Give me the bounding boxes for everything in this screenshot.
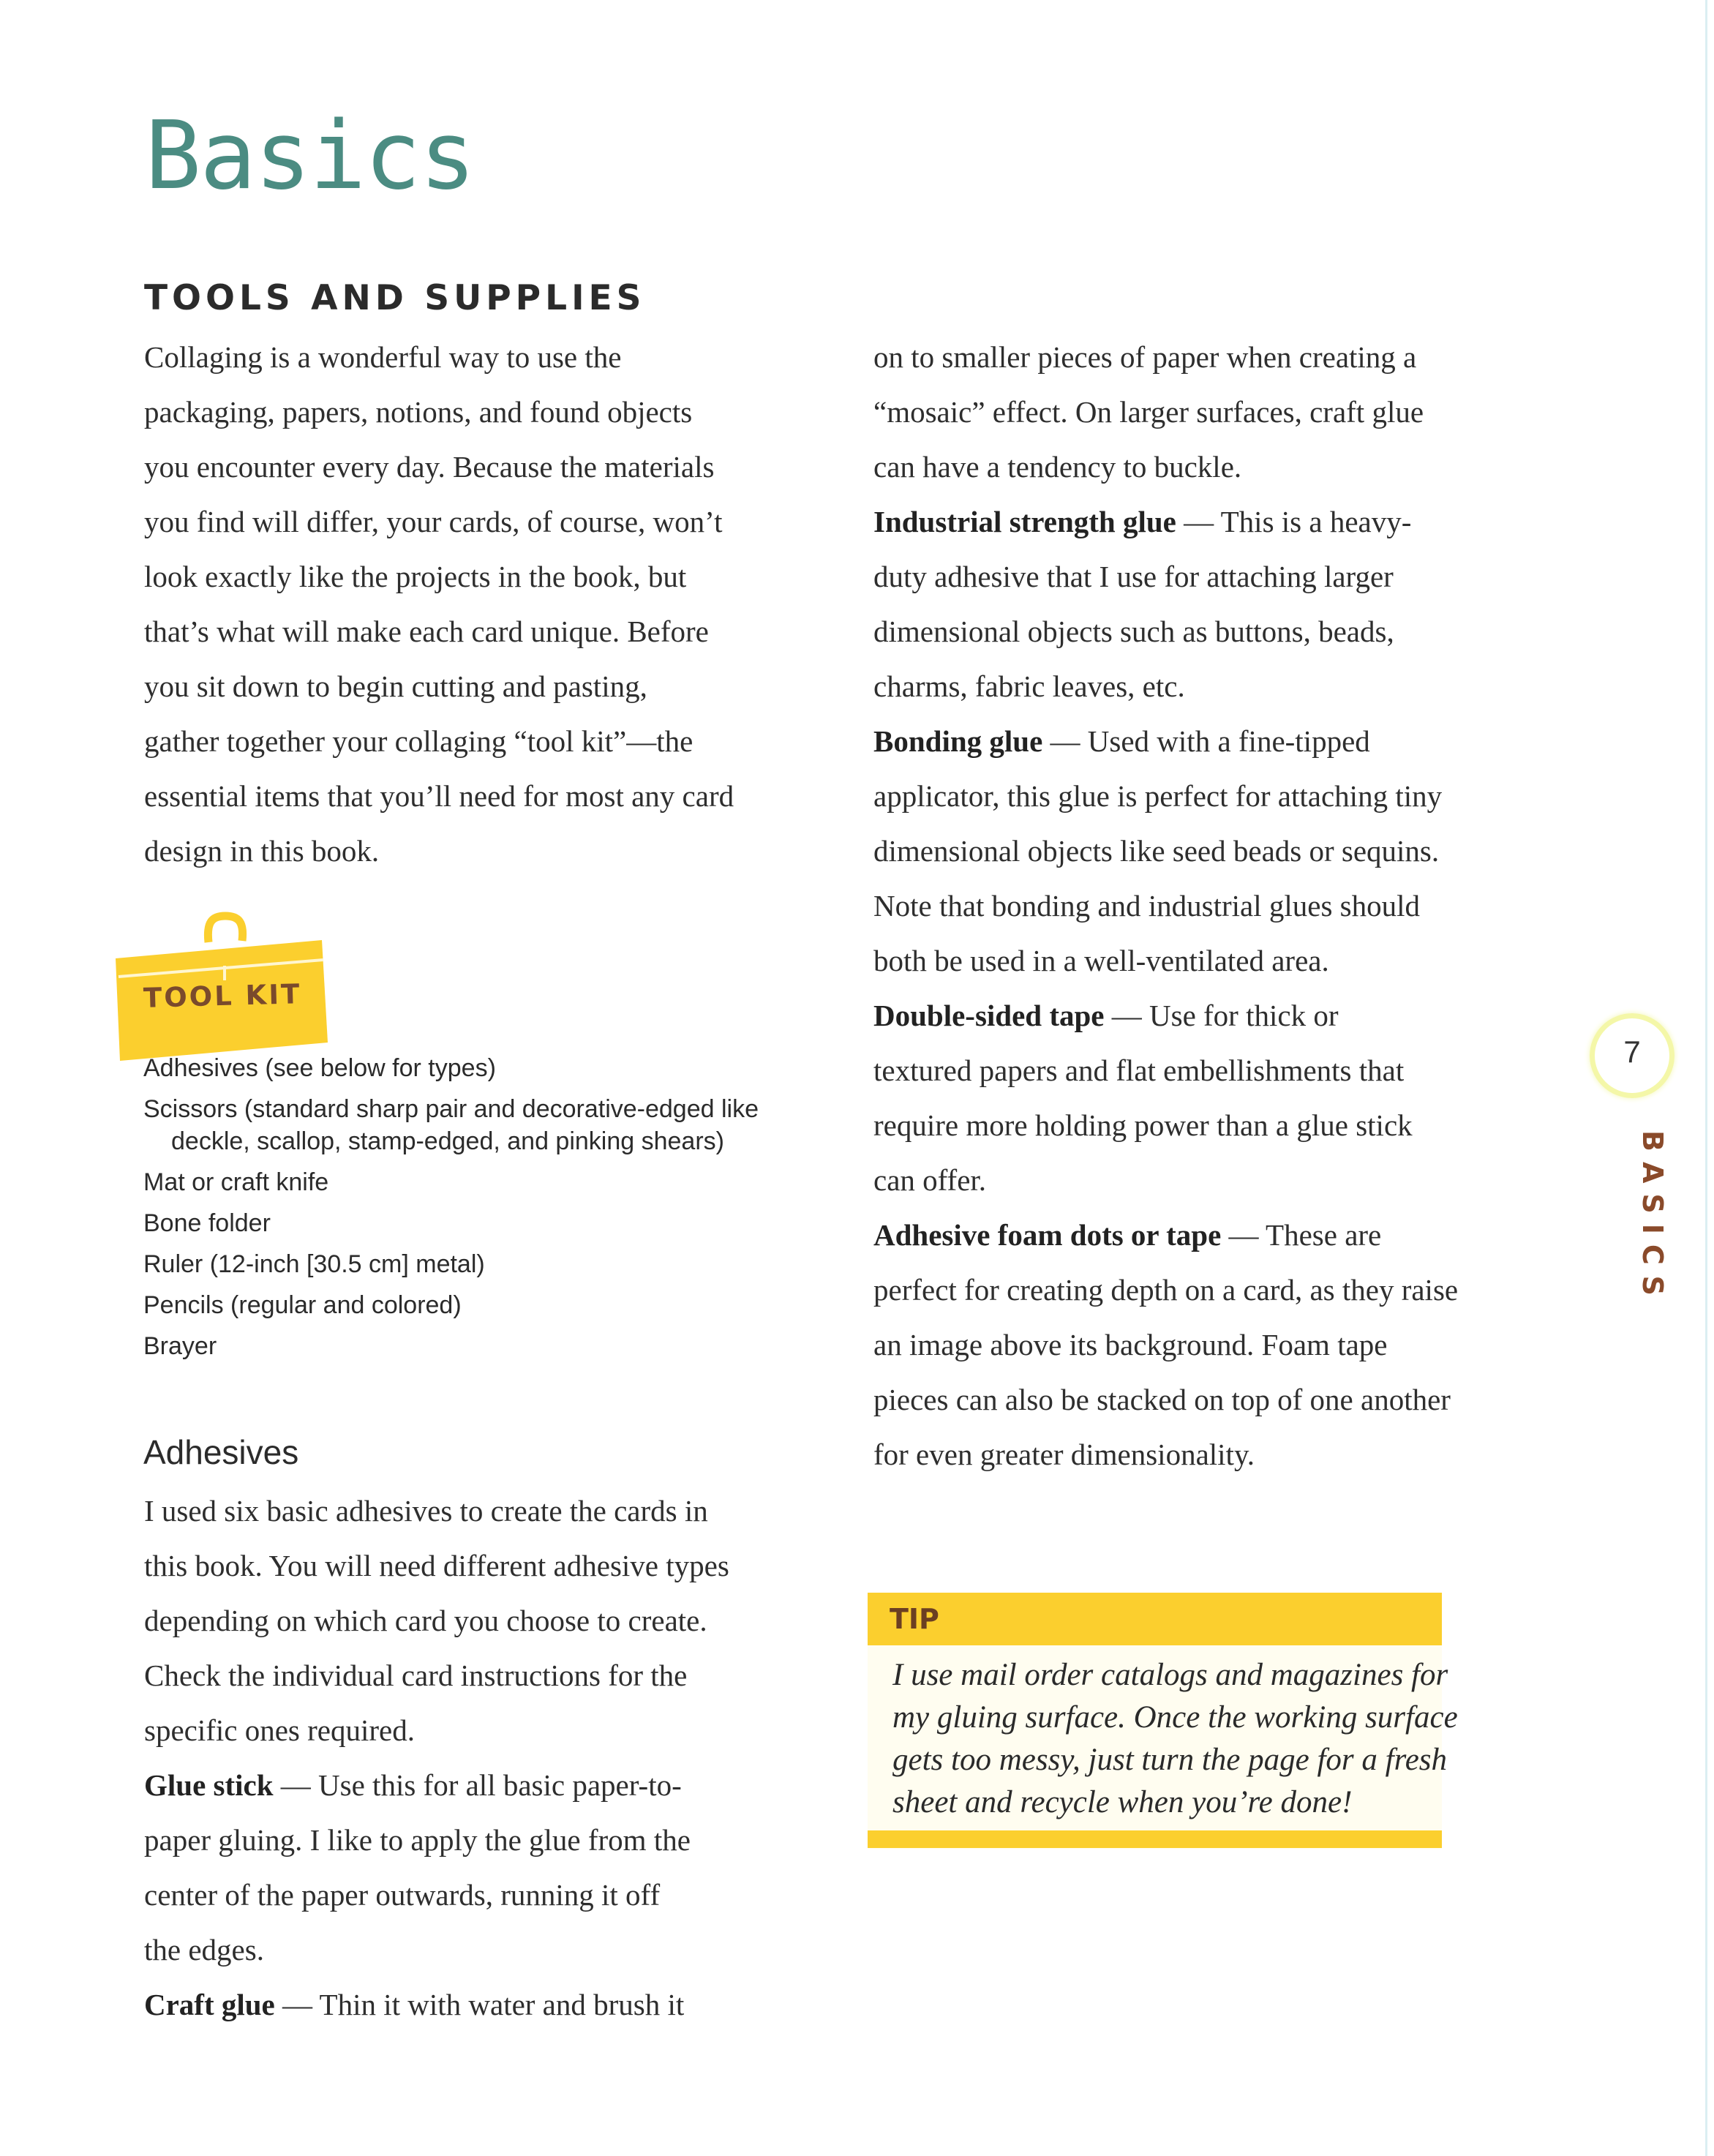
tip-line: my gluing surface. Once the working surface — [892, 1700, 1458, 1735]
tip-label: TIP — [890, 1603, 939, 1635]
toolkit-item-text: Ruler (12-inch [30.5 cm] metal) — [143, 1250, 485, 1278]
text-line — [873, 1153, 1458, 1208]
text-line — [873, 1427, 1458, 1482]
text-line — [873, 604, 1458, 659]
toolkit-item-text: Adhesives (see below for types) — [143, 1054, 496, 1082]
line-text: duty adhesive that I use for attaching larger — [873, 560, 1394, 593]
toolkit-item — [143, 1093, 759, 1157]
line-text: require more holding power than a glue stick — [873, 1108, 1413, 1142]
text-line — [873, 824, 1458, 879]
line-text: — Used with a fine-tipped — [1042, 724, 1370, 758]
line-text: you sit down to begin cutting and pasting, — [144, 669, 647, 703]
page-title: Basics — [145, 102, 475, 211]
line-text: essential items that you’ll need for most any card — [144, 779, 734, 813]
line-text: look exactly like the projects in the book, but — [144, 560, 687, 593]
text-line — [873, 769, 1458, 824]
line-text: — Thin it with water and brush it — [274, 1988, 685, 2021]
section-heading: TOOLS AND SUPPLIES — [144, 278, 646, 318]
line-text: the edges. — [144, 1933, 264, 1967]
line-text: both be used in a well-ventilated area. — [873, 944, 1329, 977]
toolkit-badge — [110, 907, 337, 1061]
tip-box — [868, 1593, 1458, 1849]
line-text: Note that bonding and industrial glues should — [873, 889, 1421, 923]
line-text: can have a tendency to buckle. — [873, 450, 1242, 484]
line-text: packaging, papers, notions, and found objects — [144, 395, 693, 429]
toolkit-item-text: Brayer — [143, 1332, 217, 1360]
text-line — [873, 1318, 1458, 1372]
text-line — [144, 714, 734, 769]
term-label: Bonding glue — [873, 724, 1043, 758]
toolkit-item — [143, 1166, 759, 1198]
intro-paragraph — [144, 330, 734, 879]
text-line — [873, 330, 1458, 385]
toolkit-item-text: Mat or craft knife — [143, 1168, 329, 1196]
line-text: you encounter every day. Because the materials — [144, 450, 715, 484]
term-label: Glue stick — [144, 1768, 274, 1802]
toolkit-item — [143, 1330, 759, 1362]
toolkit-label: TOOL KIT — [143, 978, 302, 1014]
text-line — [873, 385, 1458, 440]
text-line — [144, 1868, 729, 1923]
text-line — [144, 1923, 729, 1977]
page-edge-line — [1705, 0, 1707, 2156]
text-line — [873, 1372, 1458, 1427]
line-text: that’s what will make each card unique. Before — [144, 615, 709, 648]
text-line — [873, 714, 1458, 769]
text-line — [144, 1593, 729, 1648]
text-line — [144, 1648, 729, 1703]
chapter-side-label: BASICS — [1636, 1130, 1669, 1306]
text-line — [144, 385, 734, 440]
text-line — [873, 659, 1458, 714]
text-line — [144, 330, 734, 385]
line-text: applicator, this glue is perfect for attaching tiny — [873, 779, 1443, 813]
line-text: — Use for thick or — [1104, 999, 1339, 1032]
line-text: “mosaic” effect. On larger surfaces, craft glue — [873, 395, 1424, 429]
line-text: dimensional objects like seed beads or sequins. — [873, 834, 1440, 868]
line-text: this book. You will need different adhesive types — [144, 1549, 729, 1582]
text-line — [144, 1813, 729, 1868]
adhesives-heading: Adhesives — [143, 1433, 299, 1471]
text-line — [873, 988, 1458, 1043]
text-line — [144, 1539, 729, 1593]
line-text: for even greater dimensionality. — [873, 1438, 1255, 1471]
toolkit-item — [143, 1248, 759, 1280]
text-line — [144, 824, 734, 879]
text-line — [144, 549, 734, 604]
text-line — [144, 440, 734, 495]
text-line — [873, 1043, 1458, 1098]
adhesives-continued — [873, 330, 1458, 1482]
toolkit-item-text: Scissors (standard sharp pair and decorative-edged like — [143, 1095, 759, 1123]
toolkit-item — [143, 1052, 759, 1084]
page-number: 7 — [1623, 1034, 1641, 1069]
line-text: Check the individual card instructions for the — [144, 1659, 688, 1692]
line-text: an image above its background. Foam tape — [873, 1328, 1388, 1361]
text-line — [873, 549, 1458, 604]
adhesives-paragraph — [144, 1484, 729, 2032]
line-text: — These are — [1221, 1218, 1382, 1252]
term-label: Craft glue — [144, 1988, 275, 2021]
line-text: gather together your collaging “tool kit”—the — [144, 724, 694, 758]
text-line — [873, 1098, 1458, 1153]
line-text: design in this book. — [144, 834, 380, 868]
tip-text — [892, 1654, 1458, 1824]
line-text: on to smaller pieces of paper when creating a — [873, 340, 1417, 374]
toolkit-item-text: deckle, scallop, stamp-edged, and pinking shears) — [171, 1127, 724, 1155]
text-line — [144, 1758, 729, 1813]
line-text: charms, fabric leaves, etc. — [873, 669, 1185, 703]
text-line — [144, 1484, 729, 1539]
text-line — [873, 1263, 1458, 1318]
text-line — [873, 934, 1458, 988]
tip-header-bar — [868, 1593, 1442, 1645]
line-text: perfect for creating depth on a card, as they raise — [873, 1273, 1459, 1307]
tip-footer-bar — [868, 1830, 1442, 1848]
term-label: Industrial strength glue — [873, 505, 1176, 538]
text-line — [144, 604, 734, 659]
text-line — [144, 1977, 729, 2032]
text-line — [873, 440, 1458, 495]
text-line — [873, 879, 1458, 934]
line-text: paper gluing. I like to apply the glue from the — [144, 1823, 691, 1857]
line-text: dimensional objects such as buttons, beads, — [873, 615, 1394, 648]
line-text: specific ones required. — [144, 1713, 415, 1747]
page-number-circle — [1590, 1013, 1674, 1098]
line-text: can offer. — [873, 1163, 987, 1197]
text-line — [873, 495, 1458, 549]
text-line — [873, 1208, 1458, 1263]
line-text: center of the paper outwards, running it off — [144, 1878, 661, 1912]
toolkit-item-text: Pencils (regular and colored) — [143, 1291, 462, 1319]
text-line — [144, 1703, 729, 1758]
text-line — [144, 495, 734, 549]
line-text: Collaging is a wonderful way to use the — [144, 340, 622, 374]
tip-line: I use mail order catalogs and magazines for — [892, 1658, 1448, 1692]
line-text: pieces can also be stacked on top of one another — [873, 1383, 1451, 1416]
toolkit-item-text: Bone folder — [143, 1209, 271, 1237]
tip-line: gets too messy, just turn the page for a fresh — [892, 1743, 1448, 1777]
line-text: — This is a heavy- — [1176, 505, 1412, 538]
toolkit-item — [143, 1207, 759, 1239]
toolkit-item — [143, 1289, 759, 1321]
toolkit-list — [143, 1052, 759, 1371]
term-label: Double-sided tape — [873, 999, 1105, 1032]
text-line — [144, 659, 734, 714]
tip-line: sheet and recycle when you’re done! — [892, 1785, 1353, 1819]
term-label: Adhesive foam dots or tape — [873, 1218, 1222, 1252]
line-text: textured papers and flat embellishments that — [873, 1053, 1405, 1087]
line-text: I used six basic adhesives to create the cards in — [144, 1494, 708, 1528]
line-text: — Use this for all basic paper-to- — [273, 1768, 682, 1802]
line-text: depending on which card you choose to create. — [144, 1604, 707, 1637]
line-text: you find will differ, your cards, of course, won’t — [144, 505, 723, 538]
text-line — [144, 769, 734, 824]
